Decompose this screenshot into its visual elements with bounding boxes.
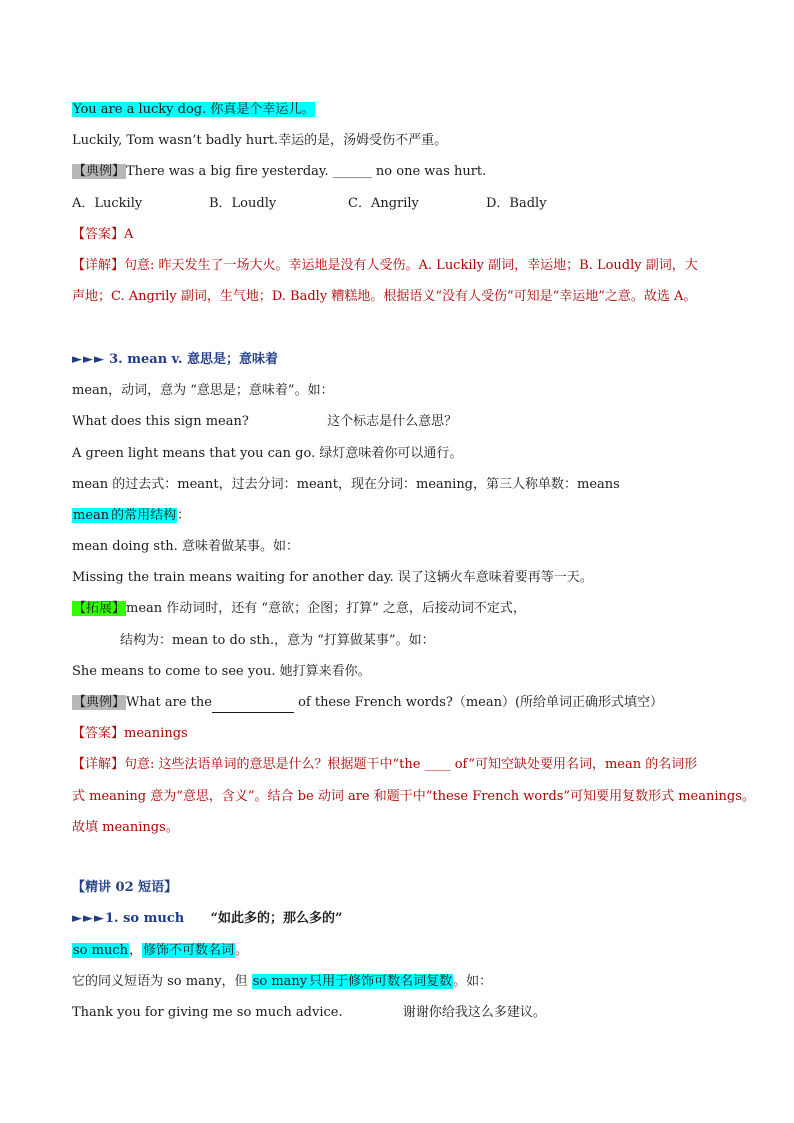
so-many-rest-highlight: 只用于修饰可数名词复数: [309, 974, 453, 989]
so-much-usage: [72, 941, 248, 961]
synonym-pre: 它的同义短语为 so many，但: [72, 974, 252, 989]
modify-highlight: 修饰不可数名词: [143, 943, 235, 958]
detail-text: 句意: 这些法语单词的意思是什么？根据题干中“the ____ of”可知空缺处要用名词，mean 的名词形: [124, 757, 698, 772]
detail-line-1b: 声地；C. Angrily 副词，生气地；D. Badly 糟糕地。根据语义“没有人受伤”可知是“幸运地”之意。故选 A。: [72, 289, 697, 304]
detail-line-1a: [72, 256, 698, 276]
example-question-1: [72, 162, 486, 182]
option-b: B．Loudly: [209, 196, 277, 211]
mean-heading-text: 3. mean v. 意思是；意味着: [109, 352, 278, 367]
luckily-example: Luckily, Tom wasn’t badly hurt.幸运的是，汤姆受伤不严重。: [72, 133, 448, 148]
detail-tag: 【详解】: [72, 757, 125, 772]
example-question-2: [72, 693, 663, 713]
synonym-post: 。如：: [453, 974, 493, 989]
section-title: 【精讲 02 短语】: [72, 880, 178, 895]
triangle-arrows-icon: ►►►: [72, 911, 105, 926]
answer-blank: [212, 698, 294, 713]
detail-tag: 【详解】: [72, 258, 125, 273]
expand-text: mean 作动词时，还有 “意欲；企图；打算” 之意，后接动词不定式，: [126, 601, 526, 616]
detail-line-2b: 式 meaning 意为“意思，含义”。结合 be 动词 are 和题干中“these French words”可知要用复数形式 meanings。: [72, 789, 755, 804]
mean-heading: [72, 350, 278, 370]
detail-line-2a: [72, 755, 697, 775]
answer-value: meanings: [124, 726, 188, 741]
answer-line-1: [72, 225, 133, 245]
mean-example-1-cn: 这个标志是什么意思？: [327, 414, 458, 429]
so-much-example-en: Thank you for giving me so much advice.: [72, 1005, 343, 1020]
mean-structure: [72, 506, 190, 526]
mean-forms: mean 的过去式：meant，过去分词：meant，现在分词：meaning，第三人称单数：means: [72, 477, 620, 492]
mean-example-2: A green light means that you can go. 绿灯意味着你可以通行。: [72, 446, 463, 461]
mean-example-4: She means to come to see you. 她打算来看你。: [72, 664, 371, 679]
option-d: D．Badly: [486, 196, 547, 211]
synonym-line: [72, 972, 492, 992]
option-c: C．Angrily: [348, 196, 419, 211]
example-question-text: There was a big fire yesterday. ______ no one was hurt.: [126, 164, 487, 179]
so-much-highlight: so much: [73, 943, 128, 958]
mean-highlight: mean: [73, 508, 110, 523]
mean-example-1: [72, 412, 457, 432]
mean-pattern: mean doing sth. 意味着做某事。如：: [72, 539, 299, 554]
expand-tag: 【拓展】: [73, 601, 126, 616]
so-much-heading-cn: “如此多的；那么多的”: [210, 911, 343, 926]
period: 。: [235, 943, 249, 958]
detail-text: 句意: 昨天发生了一场大火。幸运地是没有人受伤。A. Luckily 副词，幸运地；B. Loudly 副词，大: [124, 258, 698, 273]
detail-line-2c: 故填 meanings。: [72, 820, 179, 835]
structure-highlight: 的常用结构: [111, 508, 177, 523]
example-tag: 【典例】: [73, 164, 126, 179]
answer-tag: 【答案】: [72, 726, 125, 741]
so-much-example-cn: 谢谢你给我这么多建议。: [402, 1005, 546, 1020]
lucky-dog-line: [72, 100, 315, 120]
so-much-heading: [72, 909, 342, 929]
triangle-arrows-icon: ►►►: [72, 352, 105, 367]
structure-colon: ：: [177, 508, 191, 523]
mean-example-3: Missing the train means waiting for another day. 误了这辆火车意味着要再等一天。: [72, 570, 593, 585]
answer-value: A: [124, 227, 134, 242]
example-tag: 【典例】: [73, 695, 126, 710]
expand-line-2: 结构为：mean to do sth.，意为 “打算做某事”。如：: [120, 633, 435, 648]
answer-tag: 【答案】: [72, 227, 125, 242]
expand-line: [72, 599, 526, 619]
mean-intro: mean，动词，意为 “意思是；意味着”。如：: [72, 383, 334, 398]
so-many-highlight: so many: [252, 974, 308, 989]
answer-line-2: [72, 724, 188, 744]
so-much-heading-en: 1. so much: [105, 911, 185, 926]
options-row: [72, 194, 672, 214]
so-much-example: [72, 1003, 546, 1023]
example-q-post: of these French words?（mean）(所给单词正确形式填空）: [293, 695, 664, 710]
option-a: A．Luckily: [72, 196, 143, 211]
example-q-pre: What are the: [126, 695, 212, 710]
mean-example-1-en: What does this sign mean?: [72, 414, 249, 429]
comma: ，: [128, 943, 142, 958]
lucky-dog-highlight: You are a lucky dog. 你真是个幸运儿。: [73, 102, 315, 117]
